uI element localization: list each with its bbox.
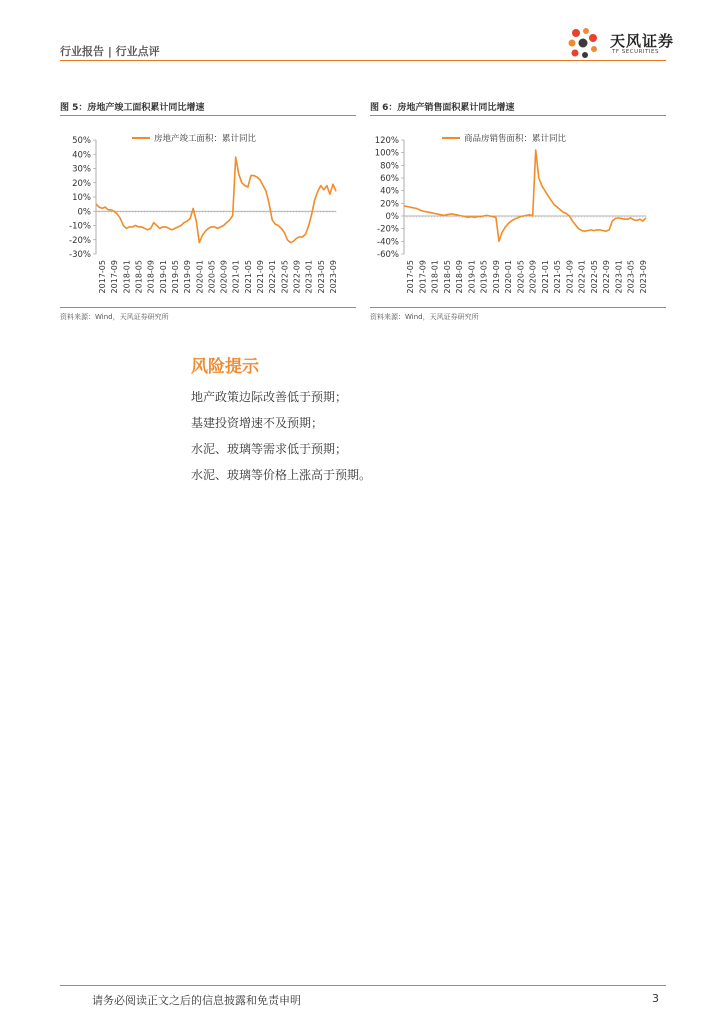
x-tick-label: 2018-01 (122, 260, 132, 294)
x-tick-label: 2020-09 (528, 260, 538, 294)
x-tick-label: 2021-01 (231, 260, 241, 294)
x-tick-label: 2017-05 (406, 260, 416, 294)
figure-5-top-rule (60, 115, 356, 116)
x-tick-label: 2020-09 (219, 260, 229, 294)
y-tick-label: 50% (72, 136, 91, 146)
y-tick-label: -30% (69, 250, 91, 260)
x-tick-label: 2022-09 (602, 260, 612, 294)
y-tick-label: 60% (380, 174, 399, 184)
x-tick-label: 2023-05 (626, 260, 636, 294)
logo-name: 天风证券 (610, 32, 675, 50)
figure-5-source: 资料来源：Wind，天风证券研究所 (60, 313, 169, 321)
y-tick-label: 20% (380, 199, 399, 210)
x-tick-label: 2019-09 (491, 260, 501, 294)
y-tick-label: -20% (69, 235, 91, 246)
legend-label: 房地产竣工面积：累计同比 (154, 134, 257, 144)
x-tick-label: 2017-09 (418, 260, 428, 294)
risk-item: 水泥、玻璃等价格上涨高于预期。 (191, 468, 372, 482)
x-tick-label: 2020-01 (504, 260, 514, 294)
footer-divider (60, 985, 666, 986)
y-tick-label: 20% (72, 178, 91, 189)
y-tick-label: 40% (72, 150, 91, 161)
x-tick-label: 2023-01 (304, 260, 314, 294)
figure-6-top-rule (370, 115, 666, 116)
x-tick-label: 2019-05 (170, 260, 180, 294)
y-tick-label: 100% (374, 148, 399, 159)
x-tick-label: 2017-09 (110, 260, 120, 294)
y-tick-label: 0% (385, 212, 399, 222)
x-tick-label: 2020-05 (516, 260, 526, 294)
figure-6-bottom-rule (370, 307, 666, 308)
logo-mark-icon (566, 26, 610, 62)
y-tick-label: 30% (72, 164, 91, 175)
x-tick-label: 2017-05 (98, 260, 108, 294)
x-tick-label: 2022-05 (589, 260, 599, 294)
footer-disclaimer: 请务必阅读正文之后的信息披露和免责申明 (92, 994, 301, 1007)
figure-6-title: 图 6：房地产销售面积累计同比增速 (370, 103, 515, 113)
figure-5-chart (60, 128, 356, 306)
x-tick-label: 2019-01 (467, 260, 477, 294)
y-tick-label: -10% (69, 221, 91, 232)
x-tick-label: 2022-01 (268, 260, 278, 294)
legend-label: 商品房销售面积：累计同比 (464, 134, 567, 144)
x-tick-label: 2023-01 (614, 260, 624, 294)
x-tick-label: 2018-09 (455, 260, 465, 294)
figure-5-bottom-rule (60, 307, 356, 308)
x-tick-label: 2018-05 (134, 260, 144, 294)
x-tick-label: 2021-09 (565, 260, 575, 294)
y-tick-label: 10% (72, 193, 91, 203)
page-number: 3 (652, 992, 659, 1005)
company-logo (566, 26, 676, 62)
x-tick-label: 2021-05 (553, 260, 563, 294)
y-tick-label: 40% (380, 186, 399, 197)
x-tick-label: 2019-01 (158, 260, 168, 294)
y-tick-label: -60% (377, 250, 399, 260)
risk-section-title: 风险提示 (191, 357, 259, 377)
x-tick-label: 2022-09 (292, 260, 302, 294)
y-tick-label: 120% (374, 136, 399, 146)
x-tick-label: 2022-01 (577, 260, 587, 294)
x-tick-label: 2023-05 (316, 260, 326, 294)
x-tick-label: 2021-01 (540, 260, 550, 294)
y-tick-label: 80% (380, 161, 399, 172)
series-line (404, 150, 646, 241)
x-tick-label: 2019-09 (183, 260, 193, 294)
logo-subtitle: TF SECURITIES (612, 49, 659, 55)
risk-item: 地产政策边际改善低于预期； (191, 390, 348, 404)
y-tick-label: 0% (77, 207, 91, 218)
x-tick-label: 2018-01 (430, 260, 440, 294)
y-tick-label: -20% (377, 224, 399, 235)
x-tick-label: 2023-09 (638, 260, 648, 294)
x-tick-label: 2023-09 (328, 260, 338, 294)
x-tick-label: 2022-05 (280, 260, 290, 294)
figure-5-title: 图 5：房地产竣工面积累计同比增速 (60, 103, 205, 113)
x-tick-label: 2019-05 (479, 260, 489, 294)
figure-6-chart (370, 128, 666, 306)
y-tick-label: -40% (377, 237, 399, 248)
report-category: 行业报告 | 行业点评 (60, 45, 160, 58)
x-tick-label: 2020-05 (207, 260, 217, 294)
x-tick-label: 2018-05 (442, 260, 452, 294)
figure-6-source: 资料来源：Wind，天风证券研究所 (370, 313, 479, 321)
risk-item: 水泥、玻璃等需求低于预期； (191, 442, 348, 456)
x-tick-label: 2021-09 (256, 260, 266, 294)
x-tick-label: 2018-09 (146, 260, 156, 294)
x-tick-label: 2020-01 (195, 260, 205, 294)
x-tick-label: 2021-05 (243, 260, 253, 294)
series-line (96, 157, 336, 243)
risk-item: 基建投资增速不及预期； (191, 416, 324, 430)
